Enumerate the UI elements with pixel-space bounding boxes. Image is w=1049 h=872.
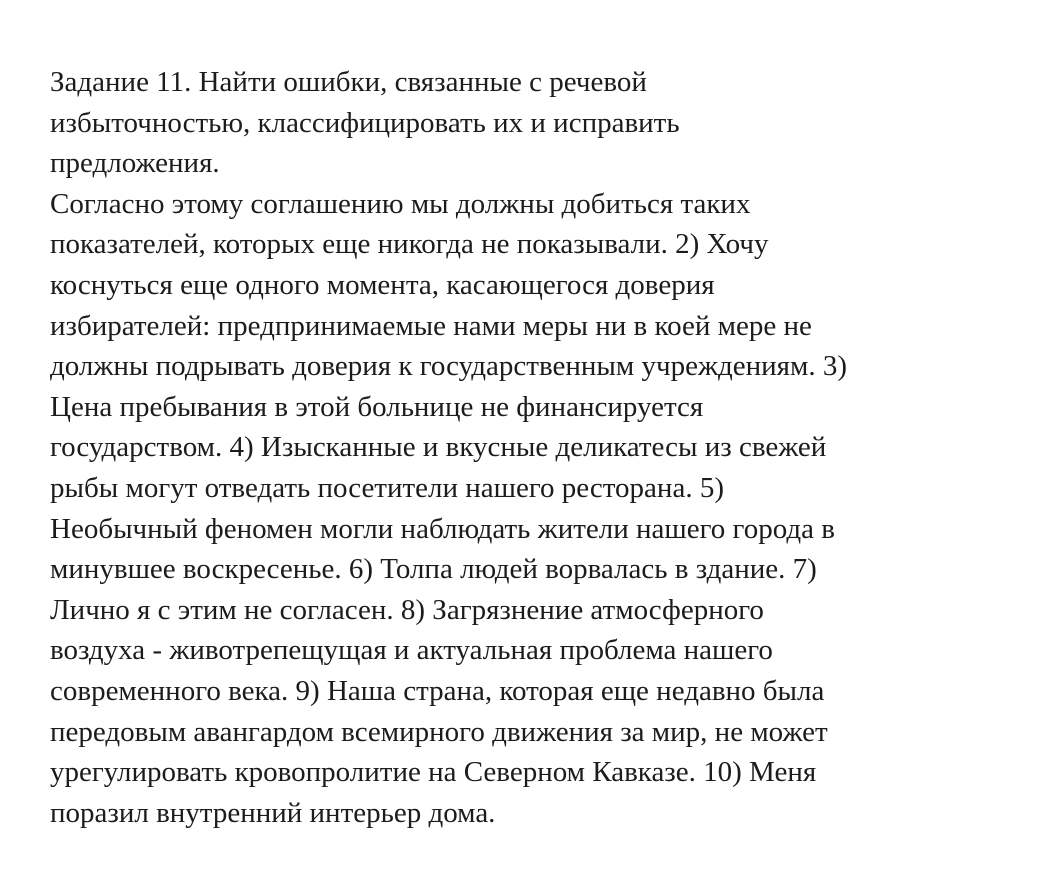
- assignment-text: [50, 62, 1025, 833]
- text-line: избирателей: предпринимаемые нами меры ни в коей мере не: [50, 309, 812, 342]
- text-line: поразил внутренний интерьер дома.: [50, 796, 496, 829]
- text-line: передовым авангардом всемирного движения за мир, не может: [50, 715, 828, 748]
- text-line: показателей, которых еще никогда не показывали. 2) Хочу: [50, 228, 769, 261]
- text-line: Цена пребывания в этой больнице не финансируется: [50, 390, 704, 423]
- text-line: рыбы могут отведать посетители нашего ресторана. 5): [50, 471, 724, 504]
- text-line: избыточностью, классифицировать их и исправить: [50, 106, 680, 139]
- text-line: урегулировать кровопролитие на Северном Кавказе. 10) Меня: [50, 756, 817, 789]
- text-line: предложения.: [50, 147, 220, 180]
- text-line: воздуха - животрепещущая и актуальная проблема нашего: [50, 634, 773, 667]
- text-line: должны подрывать доверия к государственным учреждениям. 3): [50, 350, 847, 383]
- text-line: коснуться еще одного момента, касающегося доверия: [50, 268, 715, 301]
- text-line: минувшее воскресенье. 6) Толпа людей ворвалась в здание. 7): [50, 553, 817, 586]
- text-line: Задание 11. Найти ошибки, связанные с речевой: [50, 66, 647, 98]
- text-line: Необычный феномен могли наблюдать жители нашего города в: [50, 512, 835, 545]
- text-line: современного века. 9) Наша страна, которая еще недавно была: [50, 674, 825, 707]
- text-line: Лично я с этим не согласен. 8) Загрязнение атмосферного: [50, 593, 764, 626]
- text-line: Согласно этому соглашению мы должны добиться таких: [50, 187, 751, 220]
- text-line: государством. 4) Изысканные и вкусные деликатесы из свежей: [50, 431, 827, 464]
